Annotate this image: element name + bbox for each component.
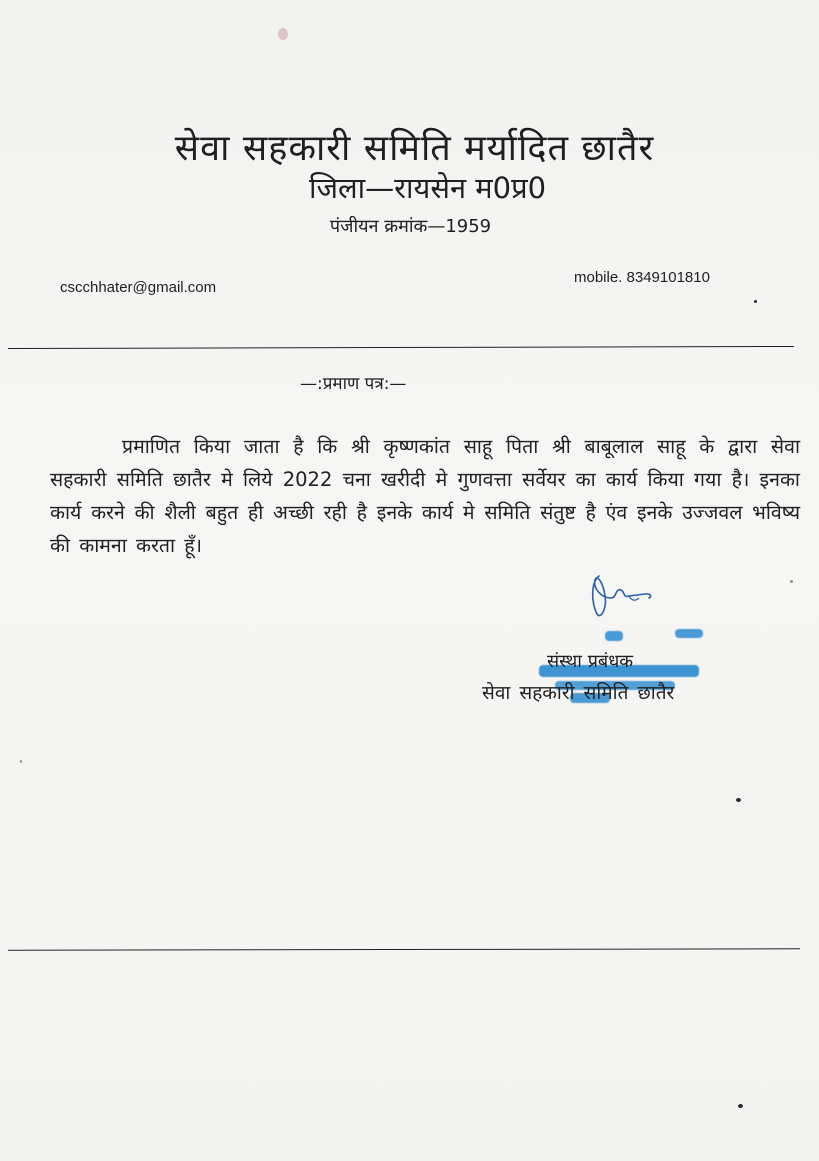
scan-speck xyxy=(736,798,741,802)
header-divider xyxy=(8,346,794,349)
scan-speck xyxy=(278,28,288,40)
scan-speck xyxy=(738,1104,743,1108)
handwritten-signature xyxy=(585,568,665,628)
scan-speck xyxy=(754,300,757,303)
district-line: जिला—रायसेन म0प्र0 xyxy=(308,171,547,205)
certificate-body: प्रमाणित किया जाता है कि श्री कृष्णकांत साहू पिता श्री बाबूलाल साहू के द्वारा सेवा सहकारी समिति छातैर मे लिये 2022 चना खरीदी मे गुणवत्ता सर्वेयर का कार्य किया गया है। इनका कार्य करने की शैली बहुत ही अच्छी रही है इनके कार्य मे समिति संतुष्ट है एंव इनके उज्जवल भविष्य की कामना करता हूँ। xyxy=(50,435,800,557)
scan-speck xyxy=(790,580,793,583)
certificate-heading: —:प्रमाण पत्र:— xyxy=(300,374,407,394)
mobile-number: mobile. 8349101810 xyxy=(574,269,710,286)
society-title: सेवा सहकारी समिति मर्यादित छातैर xyxy=(174,128,655,169)
signatory-designation: संस्था प्रबंधक xyxy=(547,651,634,672)
scan-speck xyxy=(20,760,22,763)
stamp-ink-mark xyxy=(675,629,703,638)
registration-number: पंजीयन क्रमांक—1959 xyxy=(329,216,492,237)
signatory-organization: सेवा सहकारी समिति छातैर xyxy=(482,682,675,704)
footer-divider xyxy=(8,948,800,950)
email-address: cscchhater@gmail.com xyxy=(60,279,217,296)
stamp-ink-mark xyxy=(605,631,623,641)
